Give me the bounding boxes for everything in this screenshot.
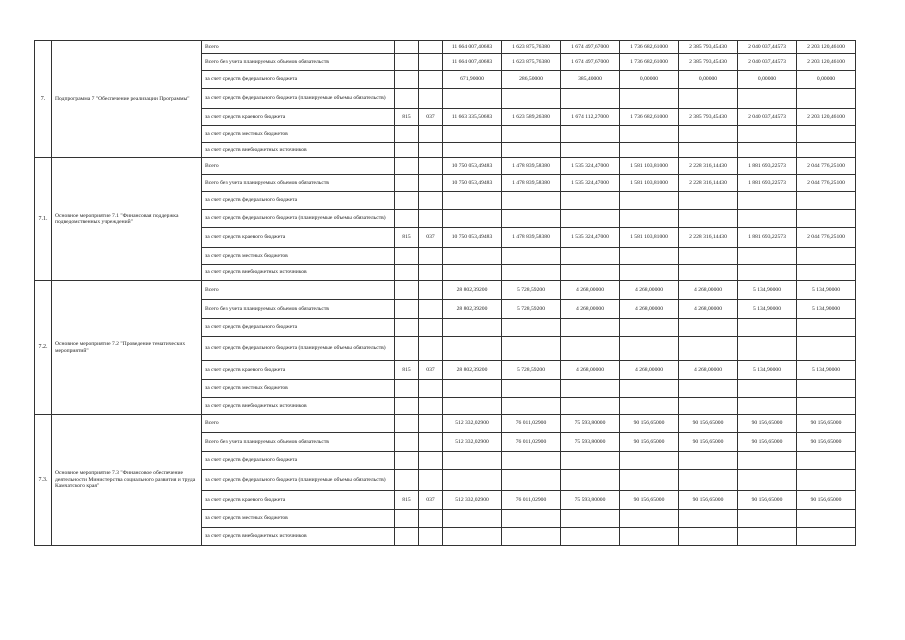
amount-cell [561, 192, 620, 210]
amount-cell: 0,00000 [679, 71, 738, 89]
funding-source-label: Всего [202, 281, 395, 300]
grbs-code [395, 143, 419, 158]
amount-cell: 1 535 324,47000 [561, 175, 620, 192]
table-row [35, 281, 856, 300]
amount-cell: 4 268,00000 [620, 281, 679, 300]
amount-cell [443, 143, 502, 158]
grbs-code [395, 415, 419, 433]
funding-source-label: за счет средств внебюджетных источников [202, 528, 395, 546]
amount-cell [738, 528, 797, 546]
funding-source-label: Всего [202, 41, 395, 54]
amount-cell: 1 581 103,81000 [620, 228, 679, 248]
amount-cell [679, 210, 738, 228]
amount-cell [679, 265, 738, 281]
amount-cell: 76 011,02900 [502, 433, 561, 452]
rz-code [419, 54, 443, 71]
item-number: 7.2. [35, 281, 52, 415]
grbs-code [395, 248, 419, 265]
amount-cell [679, 528, 738, 546]
amount-cell [797, 248, 856, 265]
amount-cell [797, 319, 856, 337]
amount-cell [620, 528, 679, 546]
amount-cell: 90 156,65000 [620, 415, 679, 433]
amount-cell: 75 593,80000 [561, 491, 620, 510]
rz-code [419, 192, 443, 210]
amount-cell: 1 478 839,58380 [502, 158, 561, 175]
amount-cell: 90 156,65000 [797, 491, 856, 510]
amount-cell: 2 040 037,44573 [738, 109, 797, 126]
funding-source-label: за счет средств федерального бюджета [202, 452, 395, 470]
funding-source-label: Всего без учета планируемых объемов обязательств [202, 54, 395, 71]
amount-cell: 5 134,90000 [738, 361, 797, 380]
amount-cell: 10 750 053,49483 [443, 228, 502, 248]
grbs-code [395, 158, 419, 175]
rz-code [419, 41, 443, 54]
amount-cell [561, 380, 620, 398]
rz-code [419, 143, 443, 158]
amount-cell: 2 040 037,44573 [738, 54, 797, 71]
amount-cell: 2 203 120,46100 [797, 54, 856, 71]
item-name: Подпрограмма 7 "Обеспечение реализации Программы" [52, 41, 202, 158]
grbs-code [395, 528, 419, 546]
grbs-code [395, 380, 419, 398]
rz-code [419, 433, 443, 452]
amount-cell [561, 510, 620, 528]
amount-cell: 5 134,90000 [797, 361, 856, 380]
grbs-code [395, 319, 419, 337]
amount-cell: 4 268,00000 [620, 300, 679, 319]
amount-cell [797, 528, 856, 546]
amount-cell: 2 044 776,25100 [797, 175, 856, 192]
amount-cell: 286,50000 [502, 71, 561, 89]
funding-source-label: за счет средств краевого бюджета [202, 109, 395, 126]
amount-cell [502, 398, 561, 415]
funding-source-label: за счет средств федерального бюджета (планируемые объемы обязательств) [202, 470, 395, 491]
amount-cell: 671,90000 [443, 71, 502, 89]
amount-cell: 1 478 839,58380 [502, 228, 561, 248]
rz-code [419, 470, 443, 491]
amount-cell [679, 143, 738, 158]
item-number: 7.1. [35, 158, 52, 281]
amount-cell: 1 623 875,76380 [502, 41, 561, 54]
funding-source-label: Всего без учета планируемых объемов обязательств [202, 300, 395, 319]
amount-cell [561, 143, 620, 158]
amount-cell: 4 268,00000 [679, 281, 738, 300]
amount-cell [443, 265, 502, 281]
amount-cell: 10 750 053,49483 [443, 175, 502, 192]
grbs-code [395, 398, 419, 415]
funding-source-label: за счет средств внебюджетных источников [202, 265, 395, 281]
funding-source-label: за счет средств местных бюджетов [202, 248, 395, 265]
amount-cell: 2 044 776,25100 [797, 228, 856, 248]
amount-cell [620, 470, 679, 491]
amount-cell: 5 134,90000 [738, 281, 797, 300]
grbs-code [395, 71, 419, 89]
amount-cell: 1 535 324,47000 [561, 158, 620, 175]
rz-code [419, 265, 443, 281]
amount-cell [620, 126, 679, 143]
amount-cell [738, 210, 797, 228]
amount-cell: 5 728,59200 [502, 281, 561, 300]
funding-source-label: Всего [202, 158, 395, 175]
rz-code [419, 415, 443, 433]
amount-cell [797, 337, 856, 361]
amount-cell [679, 510, 738, 528]
rz-code [419, 210, 443, 228]
amount-cell: 90 156,65000 [797, 433, 856, 452]
amount-cell [620, 510, 679, 528]
grbs-code [395, 510, 419, 528]
amount-cell [502, 470, 561, 491]
amount-cell [620, 319, 679, 337]
amount-cell: 385,40000 [561, 71, 620, 89]
amount-cell [738, 319, 797, 337]
amount-cell: 1 674 112,27000 [561, 109, 620, 126]
amount-cell [502, 380, 561, 398]
amount-cell [502, 265, 561, 281]
amount-cell: 11 664 007,40683 [443, 54, 502, 71]
amount-cell: 4 268,00000 [620, 361, 679, 380]
amount-cell [561, 528, 620, 546]
amount-cell: 75 593,80000 [561, 433, 620, 452]
rz-code [419, 452, 443, 470]
amount-cell [738, 192, 797, 210]
table-row [35, 415, 856, 433]
amount-cell [443, 210, 502, 228]
amount-cell [679, 248, 738, 265]
amount-cell [738, 126, 797, 143]
amount-cell [797, 380, 856, 398]
amount-cell [620, 337, 679, 361]
rz-code [419, 281, 443, 300]
amount-cell: 75 593,80000 [561, 415, 620, 433]
amount-cell [738, 452, 797, 470]
amount-cell [679, 470, 738, 491]
amount-cell: 90 156,65000 [679, 491, 738, 510]
amount-cell: 5 728,59200 [502, 300, 561, 319]
amount-cell [738, 143, 797, 158]
funding-source-label: за счет средств федерального бюджета (планируемые объемы обязательств) [202, 210, 395, 228]
item-name: Основное мероприятие 7.2 "Проведение тематических мероприятий" [52, 281, 202, 415]
amount-cell [738, 510, 797, 528]
amount-cell [738, 398, 797, 415]
grbs-code: 815 [395, 228, 419, 248]
amount-cell [679, 398, 738, 415]
amount-cell [502, 528, 561, 546]
amount-cell [738, 265, 797, 281]
amount-cell: 2 228 316,14430 [679, 158, 738, 175]
table-row [35, 158, 856, 175]
grbs-code [395, 54, 419, 71]
amount-cell [443, 470, 502, 491]
rz-code: 037 [419, 361, 443, 380]
grbs-code [395, 41, 419, 54]
amount-cell [797, 452, 856, 470]
amount-cell [502, 210, 561, 228]
grbs-code [395, 192, 419, 210]
amount-cell: 76 011,02900 [502, 491, 561, 510]
amount-cell: 0,00000 [738, 71, 797, 89]
amount-cell [679, 452, 738, 470]
amount-cell [679, 192, 738, 210]
amount-cell: 512 332,02900 [443, 433, 502, 452]
amount-cell: 1 736 682,61000 [620, 54, 679, 71]
amount-cell: 10 750 053,49483 [443, 158, 502, 175]
grbs-code: 815 [395, 109, 419, 126]
amount-cell: 28 802,39200 [443, 281, 502, 300]
grbs-code: 815 [395, 491, 419, 510]
funding-source-label: за счет средств краевого бюджета [202, 491, 395, 510]
amount-cell [679, 89, 738, 109]
amount-cell [620, 248, 679, 265]
grbs-code [395, 265, 419, 281]
amount-cell: 2 385 793,45430 [679, 109, 738, 126]
amount-cell: 1 881 693,22573 [738, 175, 797, 192]
rz-code [419, 158, 443, 175]
rz-code [419, 300, 443, 319]
amount-cell: 28 802,39200 [443, 361, 502, 380]
amount-cell: 2 203 120,46100 [797, 41, 856, 54]
funding-source-label: за счет средств местных бюджетов [202, 510, 395, 528]
amount-cell: 2 203 120,46100 [797, 109, 856, 126]
funding-source-label: за счет средств федерального бюджета (планируемые объемы обязательств) [202, 337, 395, 361]
funding-source-label: Всего без учета планируемых объемов обязательств [202, 433, 395, 452]
amount-cell: 512 332,02900 [443, 415, 502, 433]
budget-table [34, 40, 856, 546]
amount-cell: 1 674 497,67000 [561, 54, 620, 71]
amount-cell: 90 156,65000 [679, 433, 738, 452]
item-number: 7. [35, 41, 52, 158]
rz-code [419, 71, 443, 89]
amount-cell [502, 452, 561, 470]
amount-cell [561, 126, 620, 143]
amount-cell [443, 248, 502, 265]
funding-source-label: за счет средств внебюджетных источников [202, 398, 395, 415]
amount-cell [738, 470, 797, 491]
amount-cell: 0,00000 [620, 71, 679, 89]
amount-cell: 1 674 497,67000 [561, 41, 620, 54]
item-name: Основное мероприятие 7.3 "Финансовое обеспечение деятельности Министерства социального развития и труда Камчатского края" [52, 415, 202, 546]
amount-cell [502, 248, 561, 265]
amount-cell [443, 89, 502, 109]
rz-code [419, 528, 443, 546]
amount-cell: 11 664 007,40683 [443, 41, 502, 54]
amount-cell [443, 380, 502, 398]
amount-cell: 2 385 793,45430 [679, 41, 738, 54]
funding-source-label: Всего без учета планируемых объемов обязательств [202, 175, 395, 192]
item-number: 7.3. [35, 415, 52, 546]
amount-cell [738, 248, 797, 265]
amount-cell: 4 268,00000 [679, 300, 738, 319]
amount-cell: 11 663 335,50683 [443, 109, 502, 126]
amount-cell: 2 385 793,45430 [679, 54, 738, 71]
amount-cell [443, 337, 502, 361]
amount-cell [797, 265, 856, 281]
amount-cell: 1 535 324,47000 [561, 228, 620, 248]
amount-cell [797, 210, 856, 228]
amount-cell [738, 380, 797, 398]
funding-source-label: за счет средств местных бюджетов [202, 126, 395, 143]
amount-cell [797, 126, 856, 143]
amount-cell: 76 011,02900 [502, 415, 561, 433]
amount-cell [443, 319, 502, 337]
rz-code [419, 126, 443, 143]
amount-cell: 5 134,90000 [738, 300, 797, 319]
amount-cell: 2 044 776,25100 [797, 158, 856, 175]
amount-cell [797, 89, 856, 109]
grbs-code [395, 337, 419, 361]
amount-cell [561, 89, 620, 109]
rz-code [419, 337, 443, 361]
grbs-code [395, 433, 419, 452]
rz-code [419, 510, 443, 528]
amount-cell: 1 881 693,22573 [738, 158, 797, 175]
grbs-code [395, 300, 419, 319]
amount-cell: 5 134,90000 [797, 300, 856, 319]
amount-cell: 5 134,90000 [797, 281, 856, 300]
rz-code [419, 89, 443, 109]
amount-cell [620, 192, 679, 210]
amount-cell [502, 143, 561, 158]
amount-cell: 1 623 589,26380 [502, 109, 561, 126]
funding-source-label: за счет средств федерального бюджета [202, 192, 395, 210]
amount-cell: 4 268,00000 [561, 300, 620, 319]
funding-source-label: за счет средств внебюджетных источников [202, 143, 395, 158]
amount-cell [738, 337, 797, 361]
amount-cell: 4 268,00000 [561, 281, 620, 300]
amount-cell: 90 156,65000 [620, 433, 679, 452]
amount-cell: 2 228 316,14430 [679, 228, 738, 248]
amount-cell [797, 143, 856, 158]
rz-code [419, 398, 443, 415]
amount-cell: 1 478 839,58380 [502, 175, 561, 192]
amount-cell: 4 268,00000 [561, 361, 620, 380]
amount-cell [797, 510, 856, 528]
amount-cell [443, 192, 502, 210]
amount-cell [679, 126, 738, 143]
amount-cell [561, 398, 620, 415]
amount-cell: 4 268,00000 [679, 361, 738, 380]
rz-code [419, 380, 443, 398]
amount-cell: 2 040 037,44573 [738, 41, 797, 54]
amount-cell [620, 398, 679, 415]
rz-code: 037 [419, 491, 443, 510]
amount-cell [561, 470, 620, 491]
grbs-code: 815 [395, 361, 419, 380]
amount-cell: 0,00000 [797, 71, 856, 89]
funding-source-label: за счет средств краевого бюджета [202, 228, 395, 248]
item-name: Основное мероприятие 7.1 "Финансовая поддержка подведомственных учреждений" [52, 158, 202, 281]
amount-cell: 28 802,39200 [443, 300, 502, 319]
grbs-code [395, 281, 419, 300]
funding-source-label: за счет средств федерального бюджета [202, 319, 395, 337]
amount-cell [561, 210, 620, 228]
amount-cell: 5 728,59200 [502, 361, 561, 380]
amount-cell [443, 126, 502, 143]
funding-source-label: за счет средств краевого бюджета [202, 361, 395, 380]
amount-cell [620, 143, 679, 158]
rz-code: 037 [419, 109, 443, 126]
amount-cell: 90 156,65000 [679, 415, 738, 433]
amount-cell [797, 192, 856, 210]
funding-source-label: за счет средств федерального бюджета (планируемые объемы обязательств) [202, 89, 395, 109]
amount-cell [443, 528, 502, 546]
rz-code [419, 175, 443, 192]
amount-cell [679, 380, 738, 398]
amount-cell: 90 156,65000 [738, 491, 797, 510]
amount-cell: 1 881 693,22573 [738, 228, 797, 248]
amount-cell [502, 192, 561, 210]
amount-cell [502, 126, 561, 143]
rz-code: 037 [419, 228, 443, 248]
grbs-code [395, 126, 419, 143]
funding-source-label: Всего [202, 415, 395, 433]
amount-cell [797, 398, 856, 415]
amount-cell [443, 398, 502, 415]
amount-cell: 2 228 316,14430 [679, 175, 738, 192]
amount-cell [561, 319, 620, 337]
amount-cell [620, 89, 679, 109]
amount-cell [620, 265, 679, 281]
amount-cell: 1 581 103,81000 [620, 158, 679, 175]
amount-cell [443, 510, 502, 528]
amount-cell [502, 510, 561, 528]
amount-cell [561, 265, 620, 281]
amount-cell [679, 337, 738, 361]
amount-cell: 1 736 682,61000 [620, 41, 679, 54]
amount-cell [561, 452, 620, 470]
amount-cell [738, 89, 797, 109]
amount-cell [620, 210, 679, 228]
amount-cell: 90 156,65000 [738, 433, 797, 452]
funding-source-label: за счет средств федерального бюджета [202, 71, 395, 89]
amount-cell [502, 89, 561, 109]
amount-cell [561, 337, 620, 361]
amount-cell [797, 470, 856, 491]
amount-cell: 512 332,02900 [443, 491, 502, 510]
amount-cell: 1 736 682,61000 [620, 109, 679, 126]
amount-cell: 90 156,65000 [620, 491, 679, 510]
amount-cell: 1 581 103,81000 [620, 175, 679, 192]
grbs-code [395, 210, 419, 228]
amount-cell [679, 319, 738, 337]
grbs-code [395, 175, 419, 192]
amount-cell: 90 156,65000 [738, 415, 797, 433]
grbs-code [395, 89, 419, 109]
amount-cell: 90 156,65000 [797, 415, 856, 433]
amount-cell [502, 337, 561, 361]
rz-code [419, 248, 443, 265]
amount-cell [561, 248, 620, 265]
rz-code [419, 319, 443, 337]
amount-cell [620, 452, 679, 470]
amount-cell [443, 452, 502, 470]
amount-cell [502, 319, 561, 337]
grbs-code [395, 470, 419, 491]
amount-cell: 1 623 875,76380 [502, 54, 561, 71]
amount-cell [620, 380, 679, 398]
table-row [35, 41, 856, 54]
grbs-code [395, 452, 419, 470]
funding-source-label: за счет средств местных бюджетов [202, 380, 395, 398]
